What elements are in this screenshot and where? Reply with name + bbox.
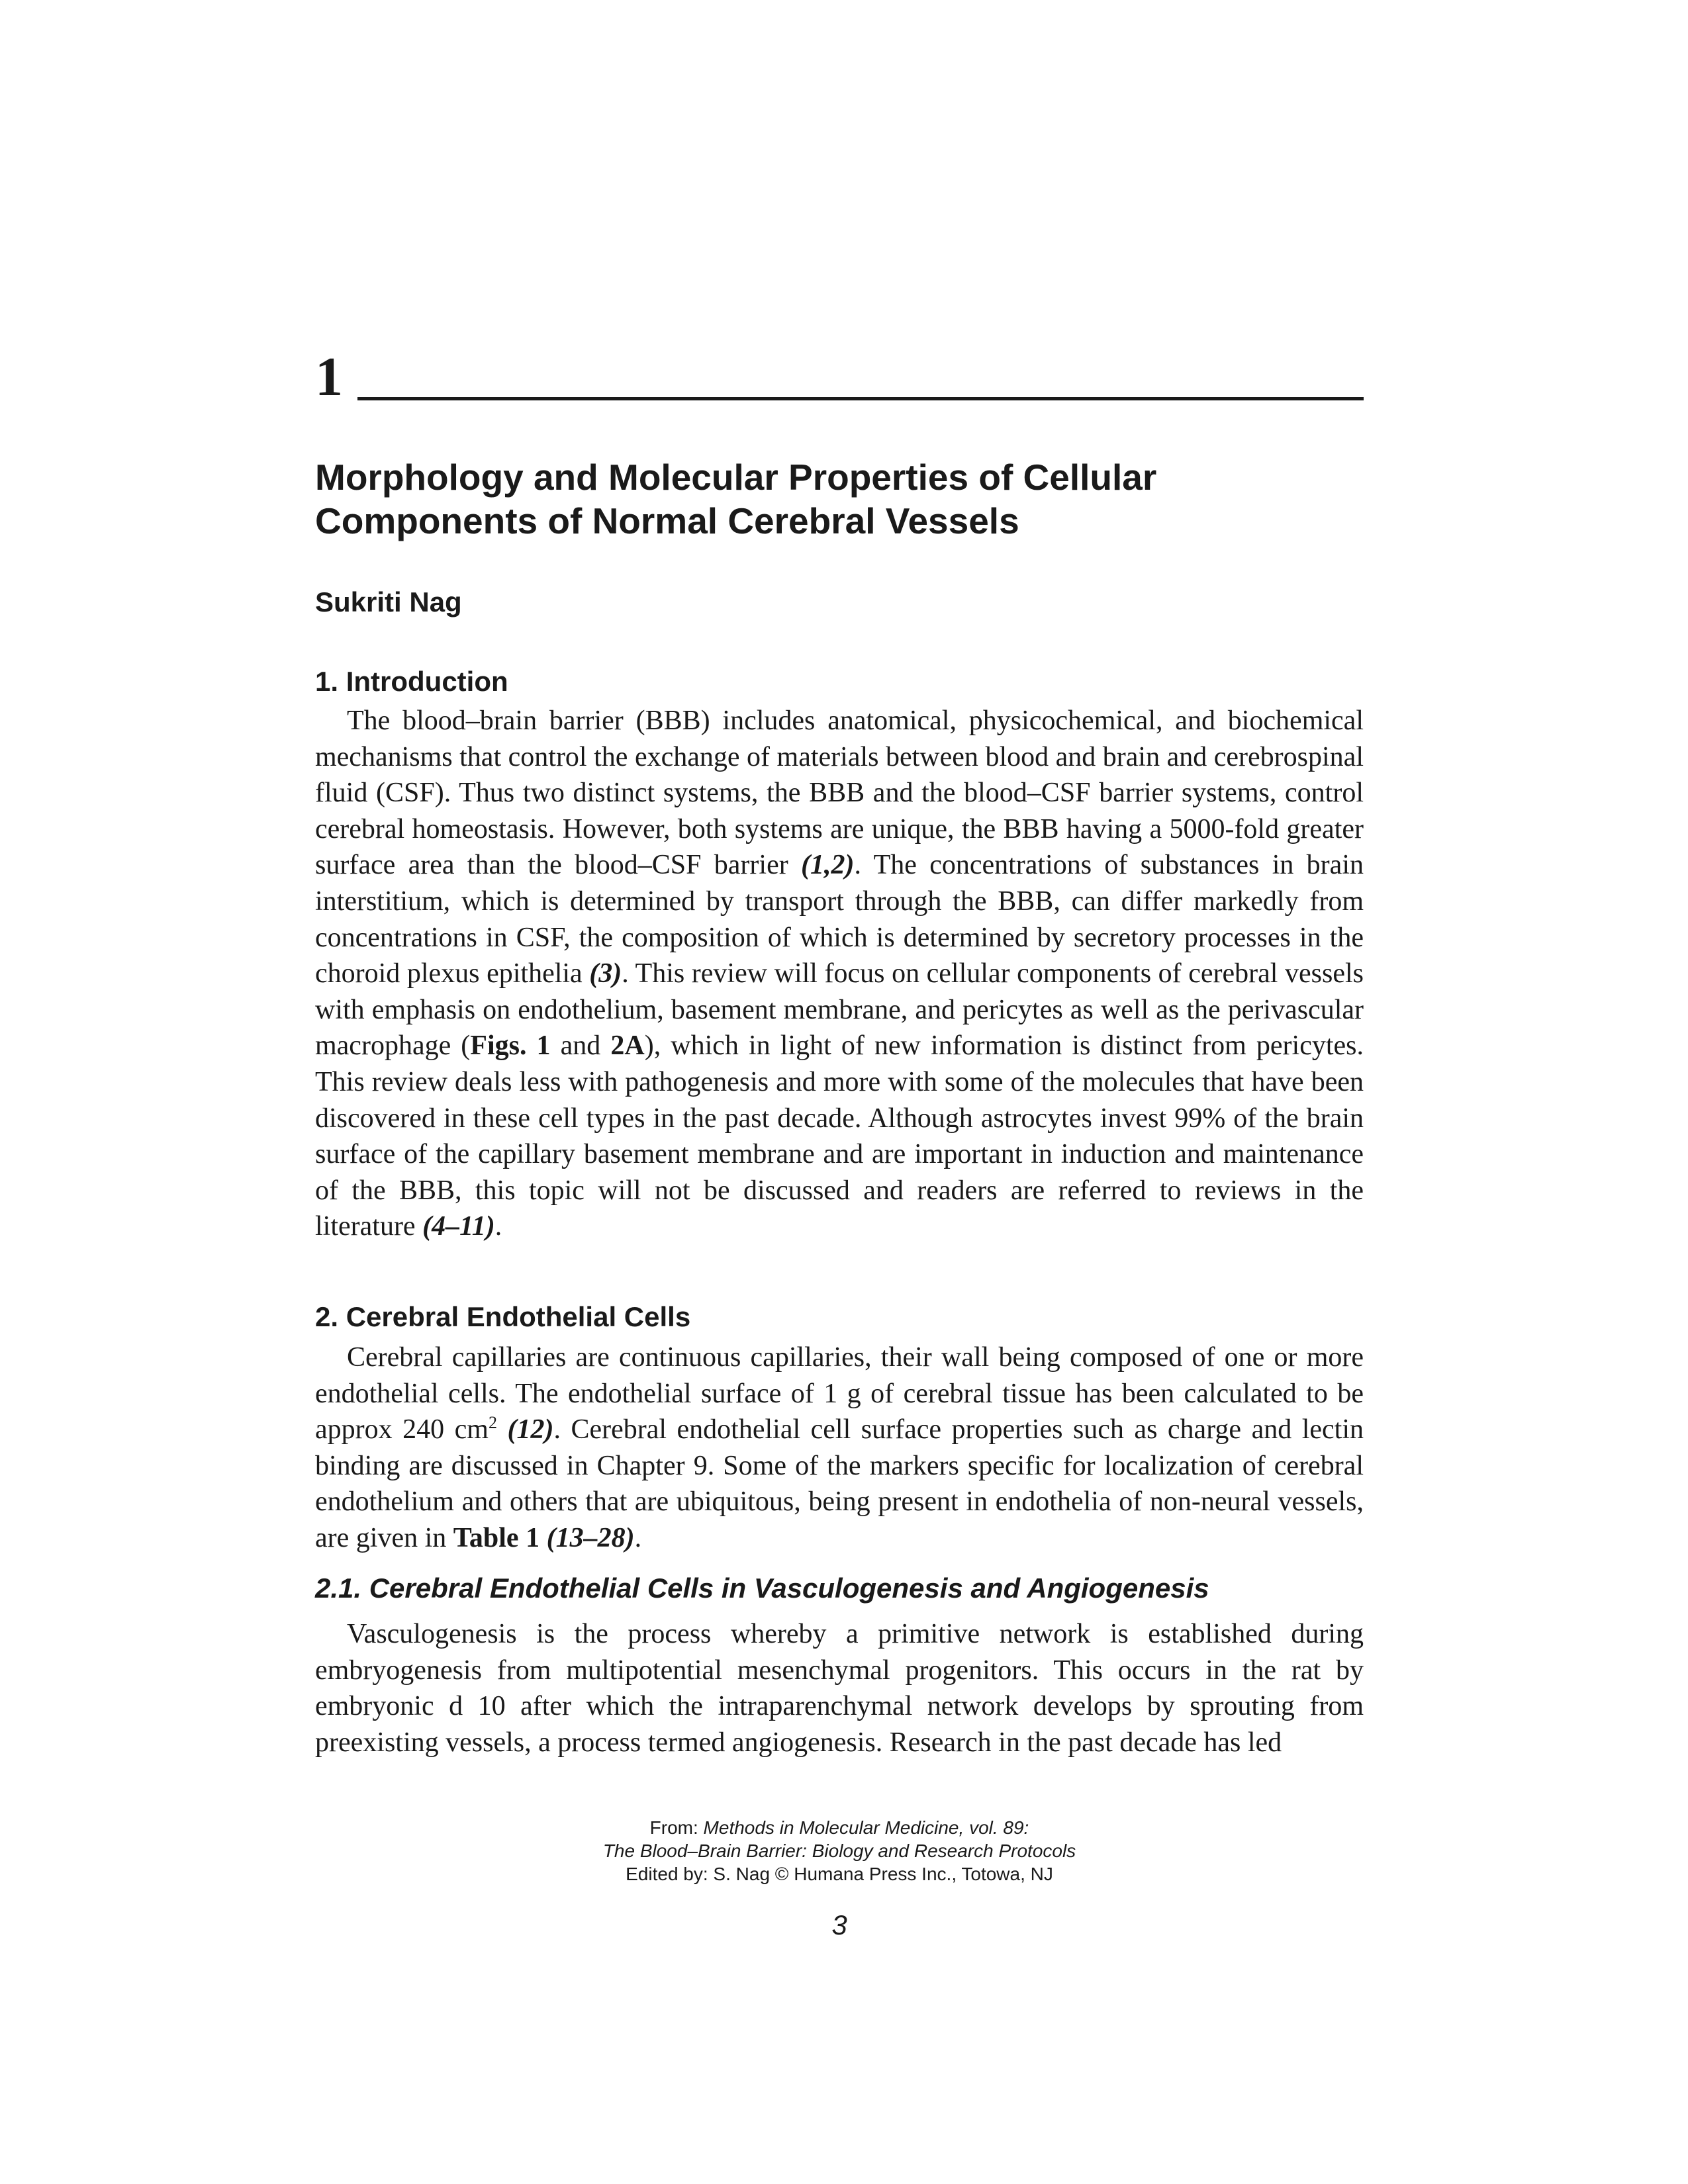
footer-book-title: The Blood–Brain Barrier: Biology and Research Protocols [602,1841,1076,1861]
citation-ref: (1,2) [801,850,855,881]
intro-text-f: . [494,1211,502,1242]
chapter-title [315,455,1364,543]
intro-text-b: . The concentrations of substances in brain interstitium, which is determined by transport through the BBB, can differ markedly from concentrations in CSF, the composition of which is determined by secretory processes in the choroid plexus epithelia [315,850,1364,989]
endo-text-a: Cerebral capillaries are continuous capillaries, their wall being composed of one or more endothelial cells. The endothelial surface of 1 g of cerebral tissue has been calculated to be approx 240 cm [315,1342,1364,1445]
footer-editor: Edited by: S. Nag © Humana Press Inc., Totowa, NJ [626,1864,1053,1884]
subsection-heading-vasculogenesis: 2.1. Cerebral Endothelial Cells in Vasculogenesis and Angiogenesis [315,1572,1209,1604]
citation-ref: (13–28) [546,1522,635,1553]
footer-from-label: From: [649,1817,704,1838]
page [315,0,1364,2184]
citation-ref: (3) [589,958,622,989]
footer-series: Methods in Molecular Medicine, vol. 89: [703,1817,1029,1838]
superscript: 2 [488,1413,497,1433]
intro-text-a: The blood–brain barrier (BBB) includes anatomical, physicochemical, and biochemical mechanisms that control the exchange of materials between blood and brain and cerebrospinal fluid (CSF). Thus two distinct systems, the BBB and the blood–CSF barrier systems, control cerebral homeostasis. However, both systems are unique, the BBB having a 5000-fold greater surface area than the blood–CSF barrier [315,705,1364,881]
page-number: 3 [831,1909,847,1940]
vasculogenesis-paragraph: Vasculogenesis is the process whereby a primitive network is established during embryogenesis from multipotential mesenchymal progenitors. This occurs in the rat by embryonic d 10 after which the intraparenchymal network develops by sprouting from preexisting vessels, a process termed angiogenesis. Research in the past decade has led [315,1619,1364,1758]
source-footer [315,1816,1364,1886]
endo-text-b: . Cerebral endothelial cell surface properties such as charge and lectin binding are discussed in Chapter 9. Some of the markers specific for localization of cerebral endothelium and others that are ubiquitous, being present in endothelia of non-neural vessels, are given in [315,1414,1364,1553]
chapter-number: 1 [315,346,343,408]
chapter-header [315,344,1364,410]
intro-text-d: and [550,1030,611,1062]
citation-ref: (4–11) [422,1211,495,1242]
table-ref: Table 1 [453,1522,540,1553]
figure-ref: 2A [610,1030,645,1062]
chapter-title-line-1: Morphology and Molecular Properties of Cellular [315,457,1157,498]
section-heading-endothelial: 2. Cerebral Endothelial Cells [315,1301,691,1332]
endothelial-paragraph [315,1340,1364,1557]
introduction-paragraph [315,703,1364,1245]
author-name: Sukriti Nag [315,586,462,617]
footer-line-1 [315,1816,1364,1839]
figure-ref: Figs. 1 [470,1030,551,1062]
chapter-title-line-2: Components of Normal Cerebral Vessels [315,500,1019,541]
section-heading-introduction: 1. Introduction [315,666,508,697]
citation-ref: (12) [507,1414,554,1445]
endo-text-c: . [634,1522,642,1553]
chapter-rule [357,397,1364,400]
intro-text-c: . This review will focus on cellular components of cerebral vessels with emphasis on endothelium, basement membrane, and pericytes as well as the perivascular macrophage ( [315,958,1364,1062]
intro-text-e: ), which in light of new information is distinct from pericytes. This review deals less with pathogenesis and more with some of the molecules that have been discovered in these cell types in the past decade. Although astrocytes invest 99% of the brain surface of the capillary basement membrane and are important in induction and maintenance of the BBB, this topic will not be discussed and readers are referred to reviews in the literature [315,1030,1364,1242]
